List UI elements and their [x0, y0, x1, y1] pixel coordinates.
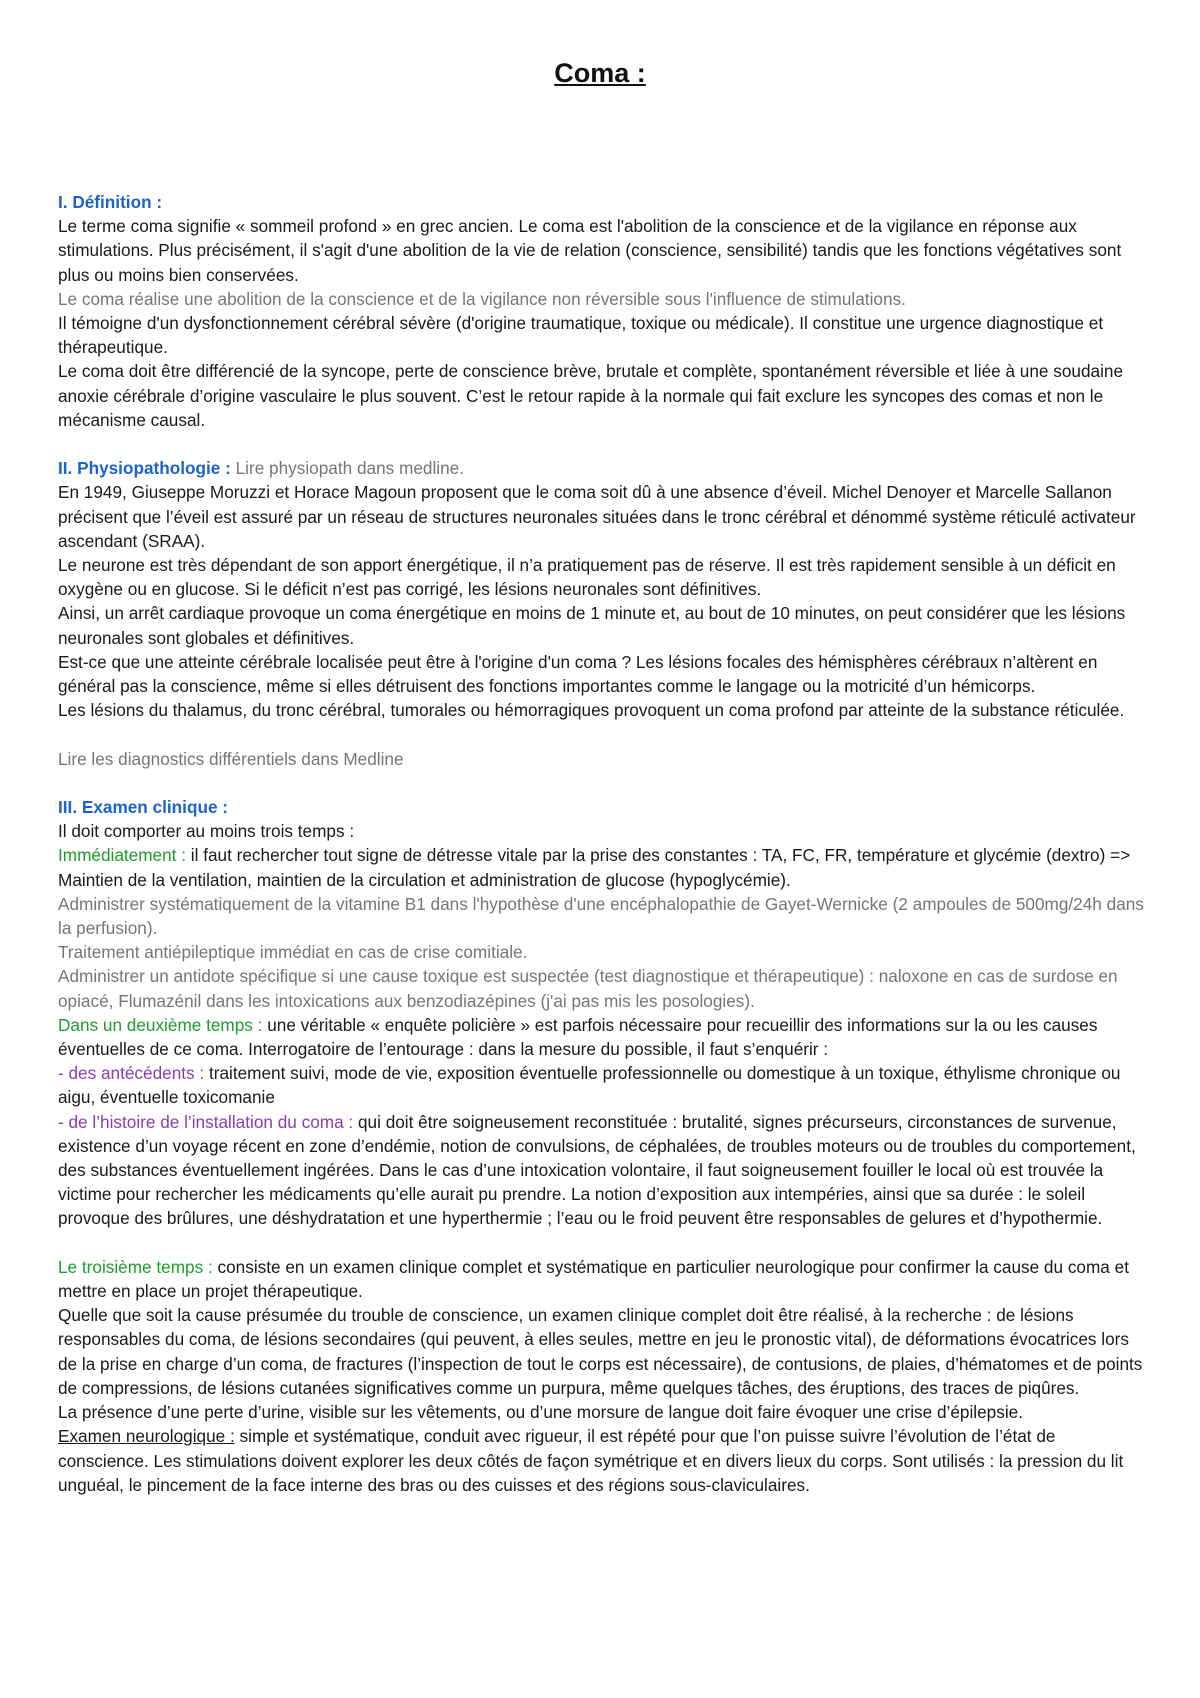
spacer [58, 1231, 1148, 1255]
paragraph-immediatement [58, 843, 1148, 891]
spacer [58, 722, 1148, 746]
spacer [58, 432, 1148, 456]
paragraph: Il témoigne d'un dysfonctionnement cérébral sévère (d'origine traumatique, toxique ou médicale). Il constitue une urgence diagnostique et thérapeutique. [58, 313, 1104, 358]
paragraph-gray: Administrer systématiquement de la vitamine B1 dans l'hypothèse d'une encéphalopathie de Gayet-Wernicke (2 ampoules de 500mg/24h dans la perfusion). [58, 893, 1144, 939]
paragraph-antecedents [58, 1061, 1148, 1109]
paragraph: Le neurone est très dépendant de son apport énergétique, il n’a pratiquement pas de réserve. Il est très rapidement sensible à un déficit en oxygène ou en glucose. Si le déficit n’est pas corrigé, les lésions neuronales sont définitives. [58, 555, 1116, 600]
paragraph-gray: Administrer un antidote spécifique si une cause toxique est suspectée (test diagnostique et thérapeutique) : naloxone en cas de surdose en opiacé, Flumazénil dans les intoxications aux benzodiazépines (j'ai pas mis les posologies). [58, 966, 1118, 1011]
paragraph: Ainsi, un arrêt cardiaque provoque un coma énergétique en moins de 1 minute et, au bout de 10 minutes, on peut considérer que les lésions neuronales sont globales et définitives. [58, 603, 1126, 648]
step-text: consiste en un examen clinique complet et systématique en particulier neurologique pour confirmer la cause du coma et mettre en place un projet thérapeutique. [58, 1256, 1129, 1302]
section-heading-line [58, 456, 1148, 480]
step-label-deuxieme-temps: Dans un deuxième temps : [58, 1014, 263, 1035]
paragraph: Le terme coma signifie « sommeil profond » en grec ancien. Le coma est l'abolition de la conscience et de la vigilance en réponse aux stimulations. Plus précisément, il s'agit d'une abolition de la vie de relation (conscience, sensibilité) tandis que les fonctions végétatives sont plus ou moins bien conservées. [58, 216, 1122, 285]
paragraph: En 1949, Giuseppe Moruzzi et Horace Magoun proposent que le coma soit dû à une absence d’éveil. Michel Denoyer et Marcelle Sallanon précisent que l’éveil est assuré par un réseau de structures neuronales situées dans le tronc cérébral et dénommé système réticulé activateur ascendant (SRAA). [58, 482, 1136, 551]
spacer [58, 771, 1148, 795]
paragraph-histoire [58, 1110, 1148, 1231]
label-histoire: - de l’histoire de l’installation du coma : [58, 1111, 354, 1132]
medline-note-differentials: Lire les diagnostics différentiels dans Medline [58, 748, 404, 769]
step-label-troisieme-temps: Le troisième temps : [58, 1256, 213, 1277]
label-antecedents: - des antécédents : [58, 1063, 205, 1084]
paragraph: Quelle que soit la cause présumée du trouble de conscience, un examen clinique complet doit être réalisé, à la recherche : de lésions responsables du coma, de lésions secondaires (qui peuvent, à elles seules, mettre en jeu le pronostic vital), de déformations évocatrices lors de la prise en charge d’un coma, de fractures (l’inspection de tout le corps est nécessaire), de contusions, de plaies, d’hématomes et de points de compressions, de lésions cutanées significatives comme un purpura, même quelques tâches, des éruptions, des traces de piqûres. [58, 1305, 1143, 1398]
label-examen-neurologique: Examen neurologique : [58, 1426, 235, 1447]
section-heading-examen-clinique: III. Examen clinique : [58, 797, 229, 818]
paragraph-examen-neurologique [58, 1424, 1148, 1497]
section-heading-definition: I. Définition : [58, 192, 163, 212]
antecedents-text: traitement suivi, mode de vie, exposition éventuelle professionnelle ou domestique à un toxique, éthylisme chronique ou aigu, éventuelle toxicomanie [58, 1063, 1121, 1108]
paragraph-gray: Traitement antiépileptique immédiat en cas de crise comitiale. [58, 942, 528, 963]
neuro-text: simple et systématique, conduit avec rigueur, il est répété pour que l’on puisse suivre l’évolution de l’état de conscience. Les stimulations doivent explorer les deux côtés de façon symétrique et en divers lieux du corps. Sont utilisés : la pression du lit unguéal, le pincement de la face interne des bras ou des cuisses et des régions sous-claviculaires. [58, 1426, 1124, 1495]
step-text: il faut rechercher tout signe de détresse vitale par la prise des constantes : TA, FC, FR, température et glycémie (dextro) => Maintien de la ventilation, maintien de la circulation et administration de glucose (hypoglycémie). [58, 845, 1131, 890]
paragraph-gray: Le coma réalise une abolition de la conscience et de la vigilance non réversible sous l'influence de stimulations. [58, 288, 906, 309]
paragraph-deuxieme-temps [58, 1013, 1148, 1061]
paragraph: Est-ce que une atteinte cérébrale localisée peut être à l'origine d'un coma ? Les lésions focales des hémisphères cérébraux n’altèrent en général pas la conscience, même si elles détruisent des fonctions importantes comme le langage ou la motricité d’un hémicorps. [58, 651, 1098, 697]
step-label-immediatement: Immédiatement : [58, 845, 186, 866]
paragraph: Le coma doit être différencié de la syncope, perte de conscience brève, brutale et complète, spontanément réversible et liée à une soudaine anoxie cérébrale d’origine vasculaire le plus souvent. C’est le retour rapide à la normale qui fait exclure les syncopes des comas et non le mécanisme causal. [58, 361, 1124, 430]
document-body [58, 190, 1148, 1497]
paragraph: La présence d’une perte d’urine, visible sur les vêtements, ou d’une morsure de langue doit faire évoquer une crise d’épilepsie. [58, 1402, 1023, 1423]
medline-note: Lire physiopath dans medline. [235, 458, 464, 479]
paragraph: Les lésions du thalamus, du tronc cérébral, tumorales ou hémorragiques provoquent un coma profond par atteinte de la substance réticulée. [58, 700, 1125, 721]
paragraph: Il doit comporter au moins trois temps : [58, 821, 355, 842]
paragraph-troisieme-temps [58, 1255, 1148, 1303]
document-title: Coma : [554, 58, 646, 88]
step-text: une véritable « enquête policière » est parfois nécessaire pour recueillir des informations sur la ou les causes éventuelles de ce coma. Interrogatoire de l’entourage : dans la mesure du possible, il faut s’enquérir : [58, 1014, 1098, 1060]
section-heading-physiopathologie: II. Physiopathologie : [58, 458, 231, 479]
histoire-text: qui doit être soigneusement reconstituée : brutalité, signes précurseurs, circonstances de survenue, existence d’un voyage récent en zone d’endémie, notion de convulsions, de céphalées, de troubles moteurs ou de troubles du comportement, des substances éventuellement ingérées. Dans le cas d’une intoxication volontaire, il faut soigneusement fouiller le local où est trouvée la victime pour rechercher les médicaments qu’elle aurait pu prendre. La notion d’exposition aux intempéries, ainsi que sa durée : le soleil provoque des brûlures, une déshydratation et une hyperthermie ; l’eau ou le froid peuvent être responsables de gelures et d’hypothermie. [58, 1111, 1136, 1229]
